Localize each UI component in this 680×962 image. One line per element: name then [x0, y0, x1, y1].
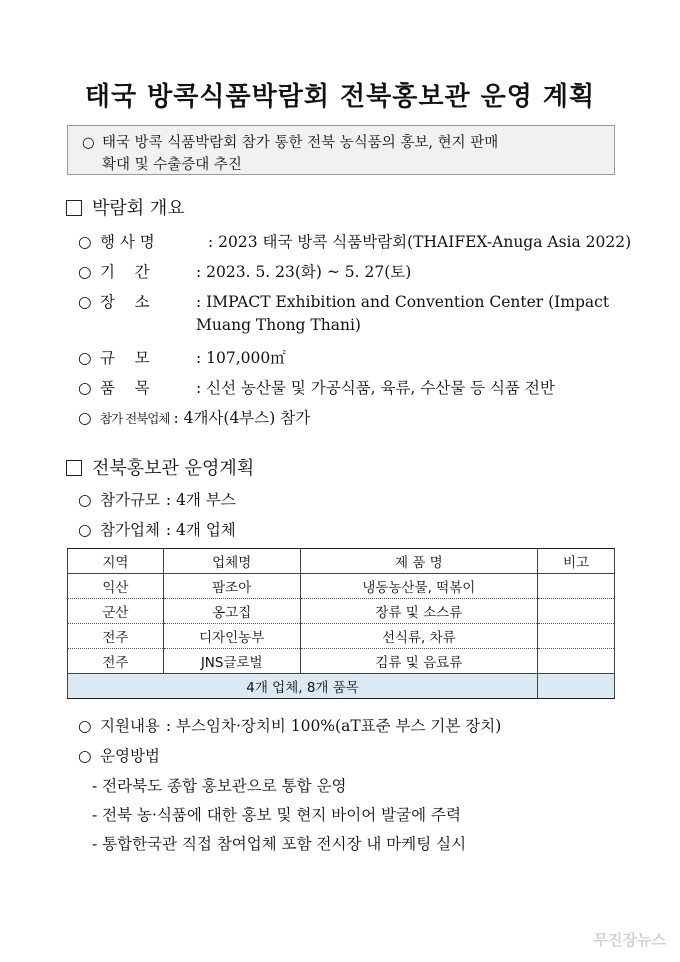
overview-item-name: ○ 행 사 명 : 2023 태국 방콕 식품박람회(THAIFEX-Anuga Asia 2022)	[78, 233, 632, 251]
section-operation-heading	[66, 454, 254, 480]
company-table	[67, 548, 615, 699]
circle-bullet-icon: ○	[78, 717, 92, 735]
header-note: 비고	[538, 549, 615, 574]
cell-company: 팜조아	[163, 574, 300, 599]
operation-item-booth-scale: ○ 참가규모 : 4개 부스	[78, 491, 236, 509]
circle-bullet-icon: ○	[82, 135, 95, 151]
circle-bullet-icon: ○	[78, 379, 92, 397]
cell-note	[538, 624, 615, 649]
table-total-row	[68, 674, 615, 699]
operation-item-companies: ○ 참가업체 : 4개 업체	[78, 521, 236, 539]
cell-company: JNS글로벌	[163, 649, 300, 674]
circle-bullet-icon: ○	[78, 491, 92, 509]
table-total-note	[538, 674, 615, 699]
table-header-row	[68, 549, 615, 574]
table-total: 4개 업체, 8개 품목	[68, 674, 538, 699]
cell-region: 익산	[68, 574, 164, 599]
cell-product: 김류 및 음료류	[300, 649, 538, 674]
cell-note	[538, 574, 615, 599]
cell-product: 선식류, 차류	[300, 624, 538, 649]
section-operation-title: 전북홍보관 운영계획	[92, 458, 255, 479]
summary-line-2: 확대 및 수출증대 추진	[102, 157, 242, 173]
cell-product: 장류 및 소스류	[300, 599, 538, 624]
header-region: 지역	[68, 549, 164, 574]
circle-bullet-icon: ○	[78, 747, 92, 765]
page-title: 태국 방콕식품박람회 전북홍보관 운영 계획	[84, 82, 596, 112]
header-company: 업체명	[163, 549, 300, 574]
cell-note	[538, 599, 615, 624]
table-row	[68, 649, 615, 674]
method-point: - 통합한국관 직접 참여업체 포함 전시장 내 마케팅 실시	[92, 835, 467, 853]
circle-bullet-icon: ○	[78, 263, 92, 281]
table-row	[68, 574, 615, 599]
section-overview-heading	[66, 194, 185, 220]
summary-box	[67, 125, 615, 175]
overview-item-scale: ○ 규 모 : 107,000㎡	[78, 349, 286, 367]
method-point: - 전라북도 종합 홍보관으로 통합 운영	[92, 777, 347, 795]
operation-item-method: ○ 운영방법	[78, 747, 160, 765]
cell-company: 옹고집	[163, 599, 300, 624]
overview-item-venue: ○ 장 소 : IMPACT Exhibition and Convention Center (Impact	[78, 293, 610, 311]
circle-bullet-icon: ○	[78, 233, 92, 251]
section-overview-title: 박람회 개요	[92, 198, 185, 219]
cell-product: 냉동농산물, 떡볶이	[300, 574, 538, 599]
table-row	[68, 599, 615, 624]
overview-item-participants: ○ 참가 전북업체 : 4개사(4부스) 참가	[78, 409, 311, 427]
checkbox-square-icon	[66, 460, 82, 476]
header-product: 제 품 명	[300, 549, 538, 574]
watermark-logo: 무진장뉴스	[593, 931, 666, 949]
cell-region: 전주	[68, 624, 164, 649]
cell-company: 디자인농부	[163, 624, 300, 649]
overview-item-period: ○ 기 간 : 2023. 5. 23(화) ~ 5. 27(토)	[78, 263, 412, 281]
circle-bullet-icon: ○	[78, 293, 92, 311]
summary-line-1: 태국 방콕 식품박람회 참가 통한 전북 농식품의 홍보, 현지 판매	[102, 135, 499, 151]
table-row	[68, 624, 615, 649]
checkbox-square-icon	[66, 200, 82, 216]
cell-region: 전주	[68, 649, 164, 674]
overview-item-products: ○ 품 목 : 신선 농산물 및 가공식품, 육류, 수산물 등 식품 전반	[78, 379, 555, 397]
operation-item-support: ○ 지원내용 : 부스임차·장치비 100%(aT표준 부스 기본 장치)	[78, 717, 502, 735]
overview-item-venue-continued: Muang Thong Thani)	[196, 316, 361, 334]
cell-note	[538, 649, 615, 674]
circle-bullet-icon: ○	[78, 409, 92, 427]
cell-region: 군산	[68, 599, 164, 624]
circle-bullet-icon: ○	[78, 349, 92, 367]
circle-bullet-icon: ○	[78, 521, 92, 539]
method-point: - 전북 농·식품에 대한 홍보 및 현지 바이어 발굴에 주력	[92, 806, 461, 824]
